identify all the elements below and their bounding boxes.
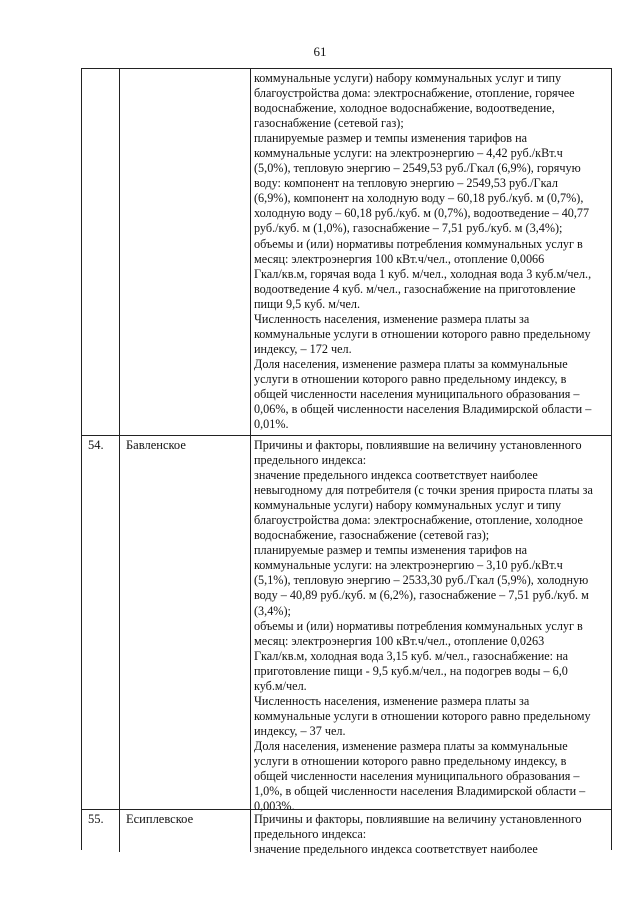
text-line: объемы и (или) нормативы потребления коммунальных услуг в <box>254 618 583 633</box>
table-row <box>82 69 611 435</box>
text-line: Причины и факторы, повлиявшие на величину установленного <box>254 438 582 452</box>
municipality-name: Бавленское <box>126 438 186 452</box>
text-line: коммунальные услуги) набору коммунальных услуг и типу <box>254 71 562 85</box>
text-line: куб.м/чел. <box>254 678 307 693</box>
text-line: коммунальные услуги в отношении которого равно предельному <box>254 708 591 723</box>
text-line: планируемые размер и темпы изменения тарифов на <box>254 543 528 558</box>
row-number: 55. <box>88 812 104 826</box>
text-line: (5,0%), тепловую энергию – 2549,53 руб./Гкал (6,9%), горячую <box>254 161 581 176</box>
text-line: благоустройства дома: электроснабжение, отопление, холодное <box>254 513 583 528</box>
text-line: Гкал/кв.м, горячая вода 1 куб. м/чел., холодная вода 3 куб.м/чел., <box>254 266 592 281</box>
row-number: 54. <box>88 438 104 452</box>
text-line: услуги в отношении которого равно предельному индексу, в <box>254 371 567 386</box>
text-line: газоснабжение (сетевой газ); <box>254 116 404 131</box>
row-description <box>254 71 609 432</box>
text-line: водоснабжение, газоснабжение (сетевой газ); <box>254 528 490 543</box>
column-divider <box>250 436 251 810</box>
municipal-index-table <box>81 68 612 857</box>
text-line: коммунальные услуги: на электроэнергию – 3,10 руб./кВт.ч <box>254 558 563 573</box>
text-line: Численность населения, изменение размера платы за <box>254 693 530 708</box>
text-line: Гкал/кв.м, холодная вода 3,15 куб. м/чел., газоснабжение: на <box>254 648 569 663</box>
text-line: услуги в отношении которого равно предельному индексу, в <box>254 753 567 768</box>
text-line: воду: компонент на тепловую энергию – 2549,53 руб./Гкал <box>254 176 558 191</box>
municipality-name: Есиплевское <box>126 812 194 826</box>
text-line: невыгодному для потребителя (с точки зрения прироста платы за <box>254 483 593 498</box>
column-divider <box>250 810 251 852</box>
text-line: Доля населения, изменение размера платы за коммунальные <box>254 356 568 371</box>
text-line: 0,003%. <box>254 799 295 814</box>
page-number: 61 <box>313 44 327 59</box>
row-description <box>254 438 609 814</box>
column-divider <box>119 436 120 810</box>
table-row <box>82 809 611 857</box>
text-line: индексу, – 172 чел. <box>254 341 352 356</box>
text-line: коммунальные услуги) набору коммунальных услуг и типу <box>254 498 562 513</box>
column-divider <box>250 69 251 435</box>
text-line: 1,0%, в общей численности населения Владимирской области – <box>254 784 586 799</box>
text-line: коммунальные услуги: на электроэнергию – 4,42 руб./кВт.ч <box>254 146 563 161</box>
text-line: значение предельного индекса соответствует наиболее <box>254 842 538 857</box>
text-line: планируемые размер и темпы изменения тарифов на <box>254 131 528 146</box>
text-line: водоснабжение, холодное водоснабжение, водоотведение, <box>254 101 555 116</box>
row-description <box>254 812 609 857</box>
text-line: (5,1%), тепловую энергию – 2533,30 руб./Гкал (5,9%), холодную <box>254 573 589 588</box>
text-line: пищи 9,5 куб. м/чел. <box>254 296 361 311</box>
text-line: приготовление пищи - 9,5 куб.м/чел., на подогрев воды – 6,0 <box>254 663 568 678</box>
text-line: благоустройства дома: электроснабжение, отопление, горячее <box>254 86 575 101</box>
text-line: предельного индекса: <box>254 453 367 468</box>
text-line: (6,9%), компонент на холодную воду – 60,18 руб./куб. м (0,7%), <box>254 191 584 206</box>
column-divider <box>119 810 120 852</box>
text-line: месяц: электроэнергия 100 кВт.ч/чел., отопление 0,0066 <box>254 251 545 266</box>
text-line: воду – 40,89 руб./куб. м (6,2%), газоснабжение – 7,51 руб./куб. м <box>254 588 589 603</box>
text-line: 0,01%. <box>254 417 289 432</box>
text-line: общей численности населения муниципального образования – <box>254 769 580 784</box>
text-line: значение предельного индекса соответствует наиболее <box>254 468 538 483</box>
table-row <box>82 435 611 814</box>
text-line: холодную воду – 60,18 руб./куб. м (0,7%), водоотведение – 40,77 <box>254 206 590 221</box>
text-line: 0,06%, в общей численности населения Владимирской области – <box>254 402 592 417</box>
text-line: Причины и факторы, повлиявшие на величину установленного <box>254 812 582 826</box>
text-line: предельного индекса: <box>254 827 367 842</box>
text-line: водоотведение 4 куб. м/чел., газоснабжение на приготовление <box>254 281 576 296</box>
text-line: объемы и (или) нормативы потребления коммунальных услуг в <box>254 236 583 251</box>
text-line: общей численности населения муниципального образования – <box>254 386 580 401</box>
text-line: коммунальные услуги в отношении которого равно предельному <box>254 326 591 341</box>
text-line: Доля населения, изменение размера платы за коммунальные <box>254 738 568 753</box>
text-line: Численность населения, изменение размера платы за <box>254 311 530 326</box>
text-line: руб./куб. м (1,0%), газоснабжение – 7,51 руб./куб. м (3,4%); <box>254 221 563 236</box>
text-line: месяц: электроэнергия 100 кВт.ч/чел., отопление 0,0263 <box>254 633 545 648</box>
text-line: индексу, – 37 чел. <box>254 723 346 738</box>
column-divider <box>119 69 120 435</box>
text-line: (3,4%); <box>254 603 291 618</box>
